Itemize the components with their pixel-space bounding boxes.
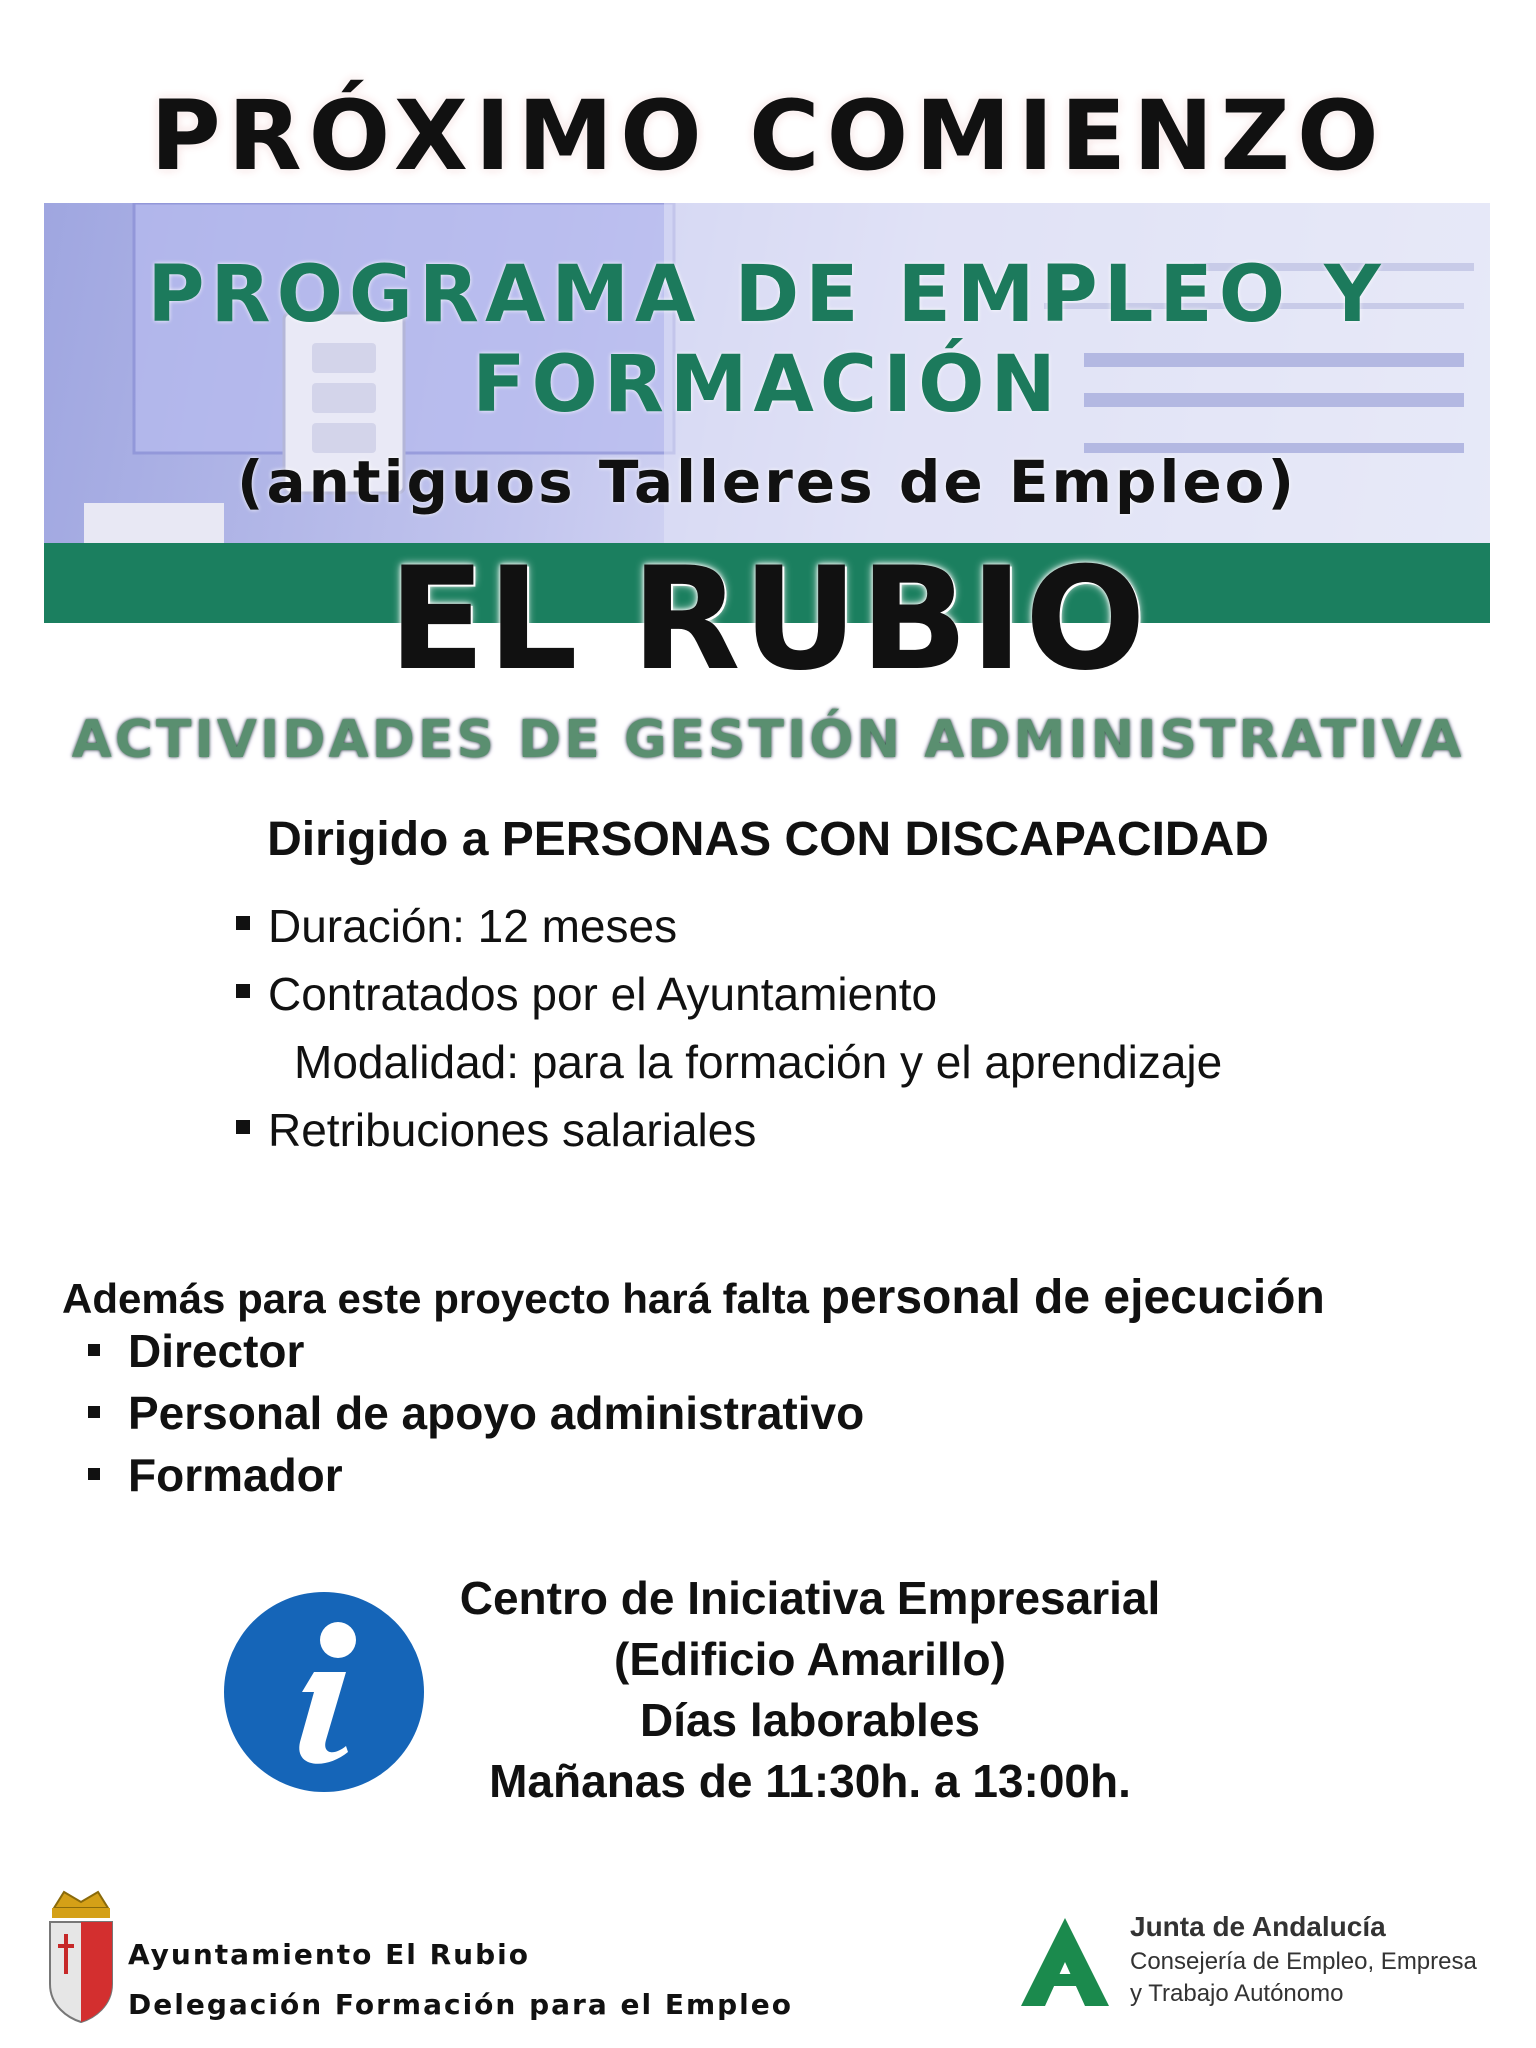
program-title-line2: FORMACIÓN bbox=[472, 340, 1062, 430]
headline: PRÓXIMO COMIENZO bbox=[150, 80, 1386, 192]
program-title bbox=[44, 250, 1490, 430]
info-hours: Mañanas de 11:30h. a 13:00h. bbox=[489, 1755, 1131, 1807]
condition-contract: Contratados por el Ayuntamiento bbox=[232, 960, 1482, 1028]
staff-item: Director bbox=[86, 1320, 864, 1382]
program-subtitle: (antiguos Talleres de Empleo) bbox=[236, 448, 1298, 516]
condition-salary: Retribuciones salariales bbox=[232, 1096, 1482, 1164]
town-crest-icon bbox=[44, 1888, 118, 2023]
activity-title: ACTIVIDADES DE GESTIÓN ADMINISTRATIVA bbox=[71, 710, 1465, 770]
staff-item: Formador bbox=[86, 1444, 864, 1506]
condition-duration: Duración: 12 meses bbox=[232, 892, 1482, 960]
junta-ministry-2: y Trabajo Autónomo bbox=[1130, 1980, 1344, 2007]
info-days: Días laborables bbox=[639, 1694, 981, 1746]
staff-intro-text: Además para este proyecto hará falta bbox=[62, 1275, 809, 1322]
info-place: Centro de Iniciativa Empresarial bbox=[459, 1572, 1161, 1624]
junta-name: Junta de Andalucía bbox=[1130, 1911, 1386, 1942]
town-council bbox=[128, 1930, 793, 2030]
town-council-delegation: Delegación Formación para el Empleo bbox=[128, 1988, 793, 2021]
junta-andalucia bbox=[1130, 1908, 1477, 2010]
program-title-line1: PROGRAMA DE EMPLEO Y bbox=[147, 250, 1387, 340]
conditions-list bbox=[232, 892, 1482, 1164]
staff-intro-emphasis: personal de ejecución bbox=[820, 1271, 1325, 1324]
info-block bbox=[360, 1568, 1260, 1812]
town-council-name: Ayuntamiento El Rubio bbox=[128, 1938, 530, 1971]
junta-ministry: Consejería de Empleo, Empresa bbox=[1130, 1948, 1477, 1975]
junta-logo-icon bbox=[1015, 1912, 1115, 2012]
info-building: (Edificio Amarillo) bbox=[614, 1633, 1006, 1685]
staff-intro bbox=[62, 1270, 1482, 1325]
condition-modality: Modalidad: para la formación y el aprendizaje bbox=[294, 1036, 1223, 1088]
town-title: EL RUBIO bbox=[388, 537, 1148, 702]
target-audience: Dirigido a PERSONAS CON DISCAPACIDAD bbox=[267, 813, 1269, 866]
staff-list bbox=[86, 1320, 864, 1506]
staff-item: Personal de apoyo administrativo bbox=[86, 1382, 864, 1444]
